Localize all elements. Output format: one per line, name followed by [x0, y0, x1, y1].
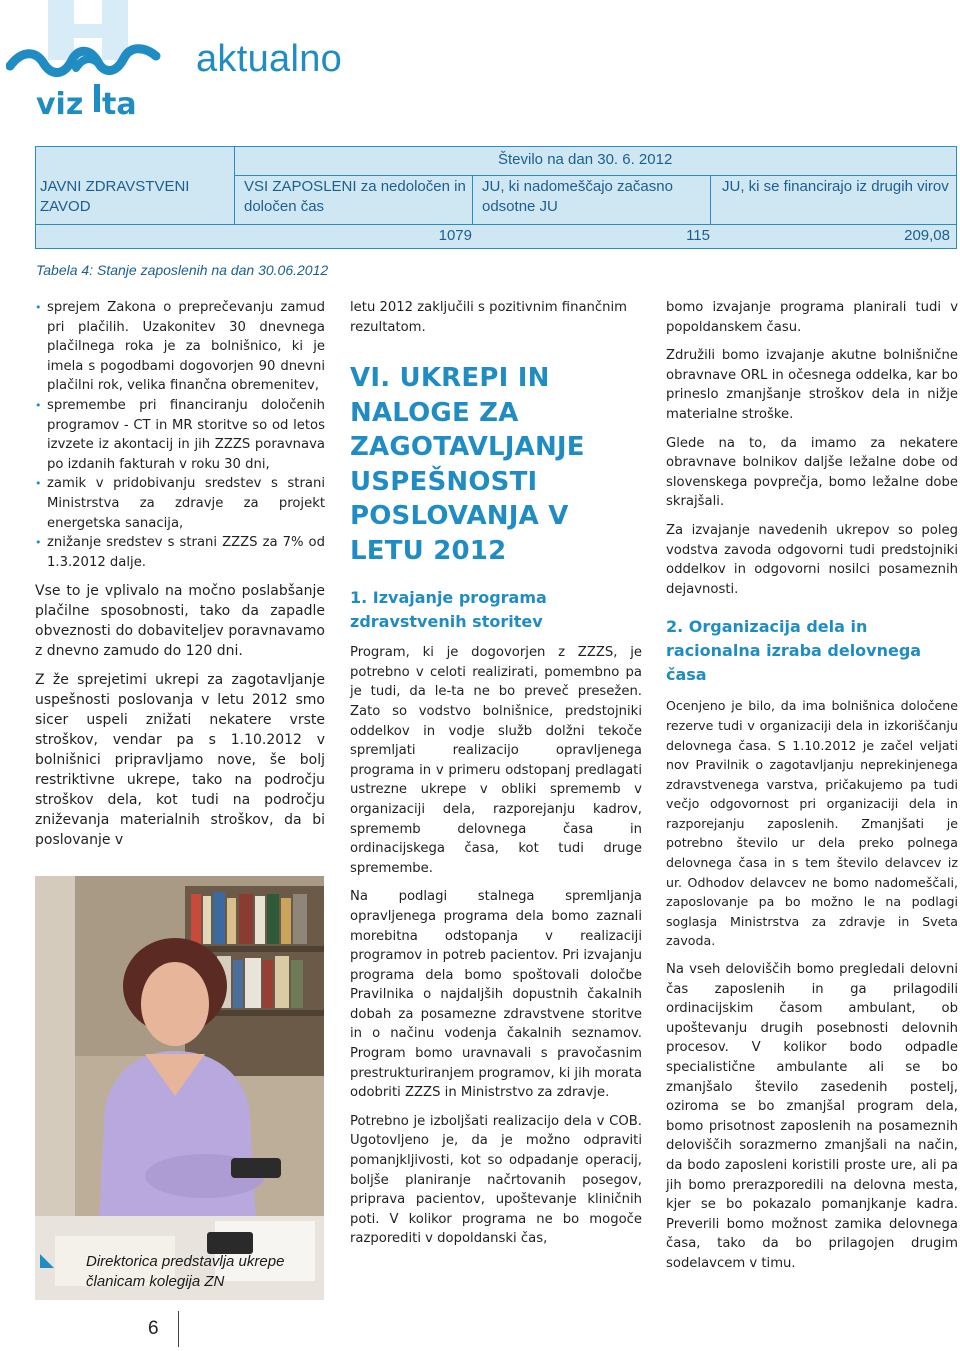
paragraph: Na podlagi stalnega spremljanja opravljenega programa dela bomo zaznali morebitna odstopanja v realizaciji programov in potreb pacientov. Pri izvajanju programa dela bomo spoštovali določbe Pravilnika o najdaljših dopustnih čakalnih dobah za posamezne zdravstvene storitve in o načinu vodenja čakalnih seznamov. Program bomo uravnavali s pravočasnim prestrukturiranjem programov, ki jih morata odobriti ZZZS in Ministrstvo za zdravje.	[350, 889, 642, 1101]
column-3	[666, 298, 958, 1283]
paragraph: Združili bomo izvajanje akutne bolnišnične obravnave ORL in očesnega oddelka, kar bo prineslo zmanjšanje stroškov dela in nižje materialne stroške.	[666, 348, 958, 422]
table-divider	[710, 175, 711, 225]
photo-caption: Direktorica predstavlja ukrepe članicam kolegija ZN	[86, 1253, 285, 1290]
paragraph: Na vseh deloviščih bomo pregledali delovni čas zaposlenih in ga prilagodili ordinacijskim časom ambulant, ob upoštevanju drugih posebnosti delovnih procesov. V kolikor bodo odpadle specialistične ambulante ali se bo zmanjšalo število zasedenih postelj, oziroma se bo zmanjšal program dela, bomo prisotnost zaposlenih na posameznih deloviščih sorazmerno zmanjšali na način, da bodo zaposleni koristili proste ure, ali pa jih bomo prerazporedili na delovna mesta, kjer se bo pokazalo pomanjkanje kadra. Preverili bomo možnost zamika delovnega časa, tako da bo prilagojen drugim sodelavcem v timu.	[666, 962, 958, 1271]
list-item: • zamik v pridobivanju sredstev s strani Ministrstva za zdravje za projekt energetska sanacija,	[35, 474, 325, 533]
table-col-zavod: JAVNI ZDRAVSTVENI ZAVOD	[40, 178, 190, 215]
paragraph: Glede na to, da imamo za nekatere obravnave bolnikov daljše ležalne dobe od slovenskega povprečja, bomo ležalne dobe skrajšali.	[666, 435, 958, 510]
list-item: • znižanje sredstev s strani ZZZS za 7% od 1.3.2012 dalje.	[35, 533, 325, 572]
table-value-nadomescajo: 115	[686, 227, 710, 244]
paragraph: Ocenjeno je bilo, da ima bolnišnica določene rezerve tudi v organizaciji dela in izkoriščanju delovnega časa. S 1.10.2012 je začel veljati nov Pravilnik o zagotavljanju neprekinjenega zdravstvenega varstva, pričakujemo pa tudi večjo odgovornost pri organizaciji dela in razporejanju zaposlenih. Zmanjšati je potrebno število ur dela preko polnega delovnega časa in s tem število delavcev iz ur. Odhodov delavcev ne bomo nadomeščali, zaposlovanje pa bo možno le na podlagi soglasja Ministrstva za zdravje in Sveta zavoda.	[666, 698, 958, 949]
list-item: • sprejem Zakona o preprečevanju zamud pri plačilih. Uzakonitev 30 dnevnega plačilnega roka je za bolnišnico, ki je imela s pogodbami dogovorjen 90 dnevni plačilni rok, velika finančna obremenitev,	[35, 298, 325, 396]
paragraph: Z že sprejetimi ukrepi za zagotavljanje uspešnosti poslovanja v letu 2012 smo sicer uspeli znižati nekatere vrste stroškov, vendar pa s 1.10.2012 v bolnišnici pripravljamo nove, še bolj restriktivne ukrepe, tako na področju stroškov dela, kot tudi na področju zniževanja materialnih stroškov, da bi poslovanje v	[35, 672, 325, 849]
table-value-vsi: 1079	[438, 227, 472, 244]
table-value-drugi: 209,08	[904, 227, 950, 244]
paragraph: letu 2012 zaključili s pozitivnim finančnim rezultatom.	[350, 300, 628, 335]
subheading-2: 2. Organizacija dela in racionalna izraba delovnega časa	[666, 617, 922, 685]
paragraph: Potrebno je izboljšati realizacijo dela v COB. Ugotovljeno je, da je možno odpraviti pomanjkljivosti, kot so odpadanje operacij, boljše planiranje načrtovanih posegov, priprava pacientov, upoštevanje kliničnih poti. V kolikor programa ne bo mogoče razporediti v dopoldanski čas,	[350, 1113, 642, 1247]
table-caption: Tabela 4: Stanje zaposlenih na dan 30.06.2012	[36, 262, 329, 278]
table-col-vsi-zaposleni: VSI ZAPOSLENI za nedoločen in določen čas	[244, 178, 466, 215]
column-2	[350, 298, 642, 1258]
page-number: 6	[148, 1318, 159, 1339]
section-heading-vi: VI. UKREPI IN NALOGE ZA ZAGOTAVLJANJE USPEŠNOSTI POSLOVANJA V LETU 2012	[350, 363, 585, 566]
employment-table	[35, 146, 957, 249]
table-col-nadomescajo: JU, ki nadomeščajo začasno odsotne JU	[482, 178, 673, 215]
paragraph: Program, ki je dogovorjen z ZZZS, je potrebno v celoti realizirati, pomembno pa je tudi, da le-ta ne bo preveč presežen. Zato so vodstvo bolnišnice, predstojniki oddelkov in vodje služb dolžni tekoče spremljati realizacijo opravljenega programa in v primeru odstopanj predlagati ustrezne ukrepe v obliki sprememb v organizaciji dela, razporejanju kadrov, sprememb delovnega časa in ordinacijskega časa, kot tudi druge spremembe.	[350, 645, 642, 876]
table-divider	[36, 224, 956, 225]
paragraph: Za izvajanje navedenih ukrepov so poleg vodstva zavoda odgovorni tudi predstojniki oddelkov in odgovorni nosilci posameznih dejavnosti.	[666, 522, 958, 597]
paragraph: bomo izvajanje programa planirali tudi v popoldanskem času.	[666, 300, 958, 335]
page-number-rule	[178, 1311, 179, 1347]
subheading-1: 1. Izvajanje programa zdravstvenih storitev	[350, 588, 547, 632]
table-divider	[234, 175, 956, 176]
list-item: • spremembe pri financiranju določenih programov - CT in MR storitve so od letos izvzete iz akontacij in jih ZZZS poravnava po izdanih fakturah v roku 30 dni,	[35, 396, 325, 474]
table-col-drugi-viri: JU, ki se financirajo iz drugih virov	[722, 178, 949, 195]
vizita-logo	[6, 0, 166, 122]
vizita-logo-icon	[6, 0, 166, 122]
caption-arrow-icon	[40, 1254, 54, 1268]
section-title: aktualno	[196, 38, 343, 80]
bullet-list	[35, 298, 325, 572]
table-divider	[234, 147, 235, 225]
column-1	[35, 298, 325, 859]
director-photo	[35, 876, 324, 1300]
photo-image	[35, 876, 324, 1300]
table-date-header: Število na dan 30. 6. 2012	[498, 151, 673, 168]
svg-text:ta: ta	[102, 87, 137, 122]
paragraph: Vse to je vplivalo na močno poslabšanje plačilne sposobnosti, tako da zapadle obveznosti do dobaviteljev poravnavamo z dnevno zamudo do 120 dni.	[35, 583, 325, 660]
table-divider	[472, 175, 473, 225]
svg-text:viz: viz	[36, 87, 84, 122]
